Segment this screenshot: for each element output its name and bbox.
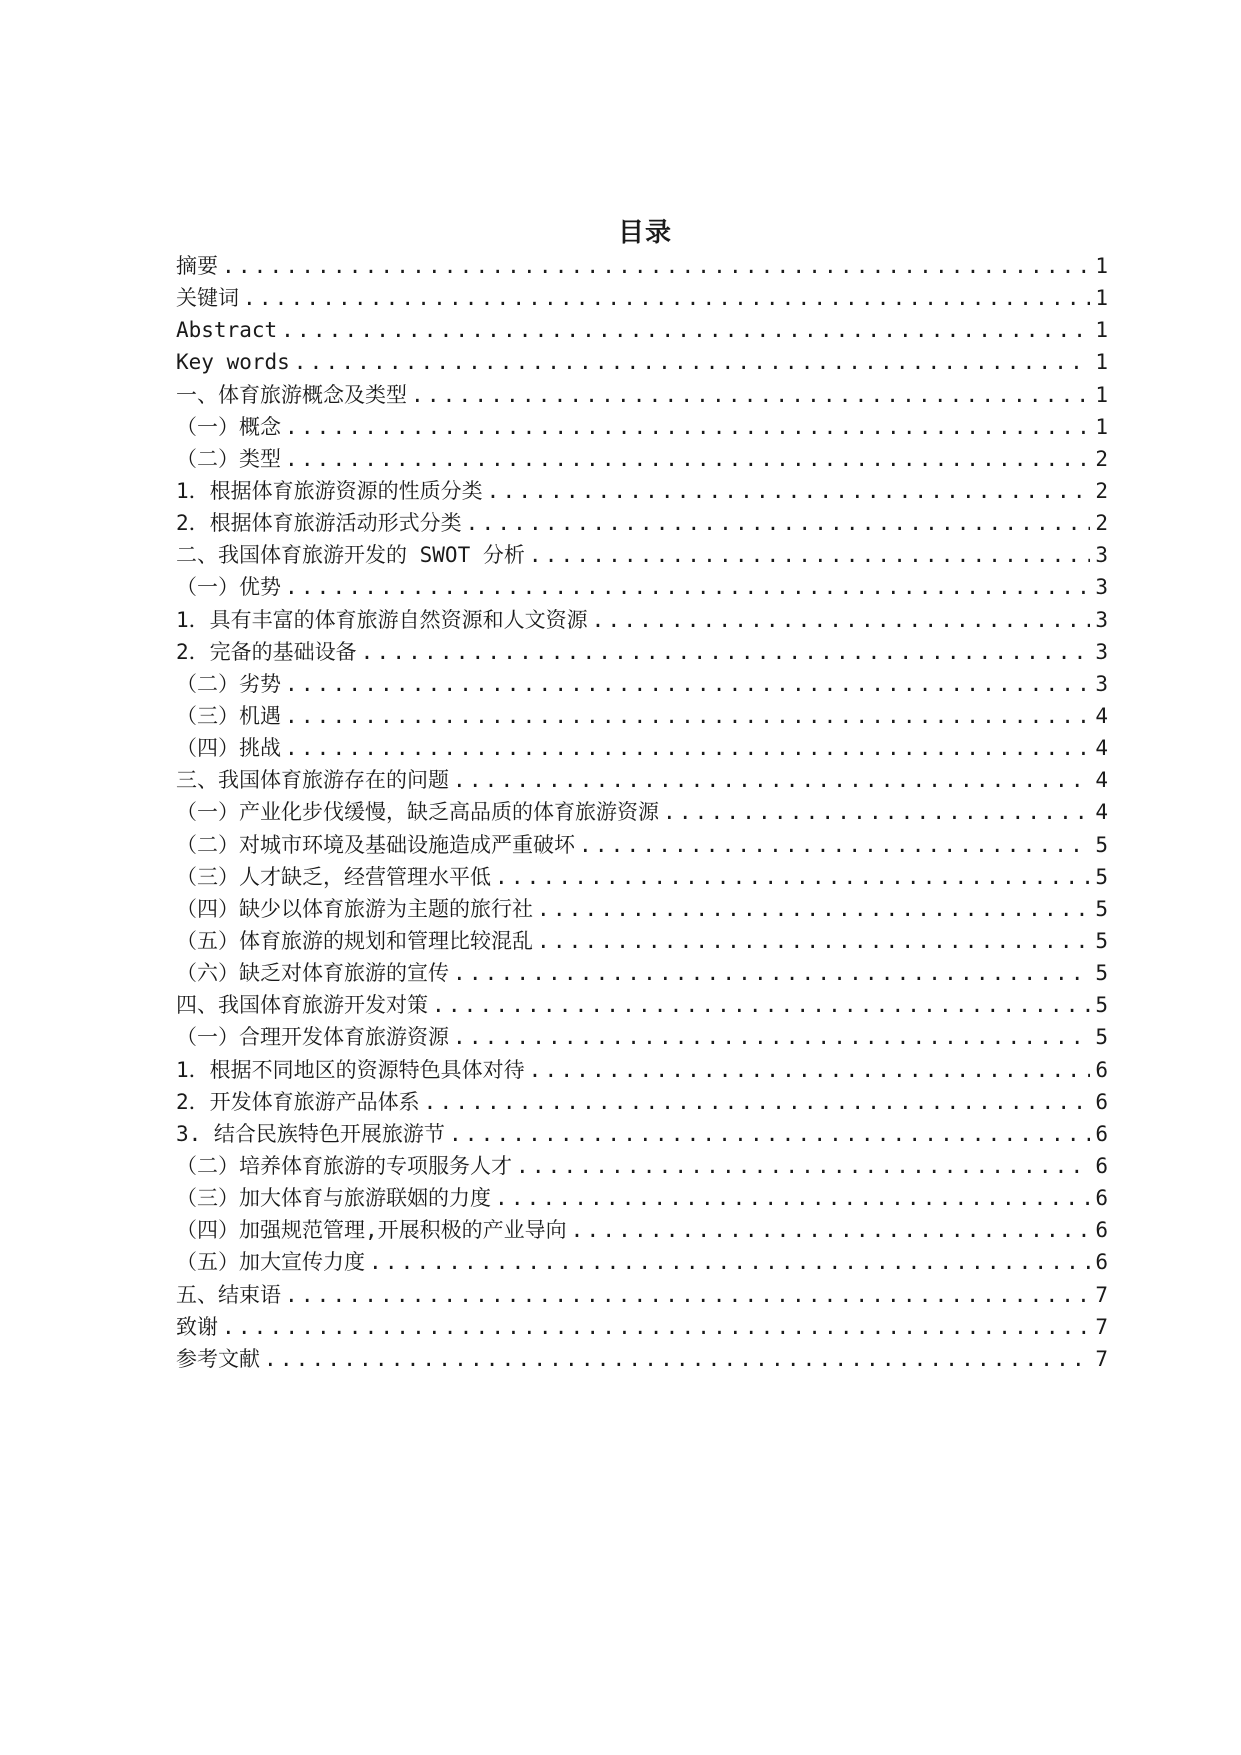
toc-entry[interactable] <box>176 507 1108 539</box>
toc-entry[interactable] <box>176 893 1108 925</box>
toc-entry-page-number: 1 <box>1095 286 1108 311</box>
toc-entry-label: （四）挑战 <box>176 736 281 761</box>
toc-entry-page-number: 3 <box>1095 671 1108 696</box>
toc-entry[interactable] <box>176 1150 1108 1182</box>
toc-entry-page-number: 5 <box>1095 864 1108 889</box>
toc-entry-label: 三、我国体育旅游存在的问题 <box>176 768 449 793</box>
dot-leader <box>516 1150 1090 1182</box>
toc-entry-page-number: 6 <box>1095 1218 1108 1243</box>
toc-entry-label: 2．根据体育旅游活动形式分类 <box>176 511 462 536</box>
toc-entry-label: 一、体育旅游概念及类型 <box>176 382 407 407</box>
toc-entry-page-number: 1 <box>1095 318 1108 343</box>
toc-entry[interactable] <box>176 732 1108 764</box>
dot-leader <box>285 700 1090 732</box>
toc-entry-page-number: 5 <box>1095 928 1108 953</box>
dot-leader <box>285 571 1090 603</box>
toc-entry[interactable] <box>176 668 1108 700</box>
toc-entry[interactable] <box>176 475 1108 507</box>
dot-leader <box>529 1054 1090 1086</box>
toc-entry[interactable] <box>176 1182 1108 1214</box>
toc-entry[interactable] <box>176 282 1108 314</box>
toc-entry[interactable] <box>176 925 1108 957</box>
dot-leader <box>663 796 1090 828</box>
toc-entry[interactable] <box>176 411 1108 443</box>
dot-leader <box>285 443 1090 475</box>
toc-entry-page-number: 3 <box>1095 543 1108 568</box>
toc-entry-page-number: 2 <box>1095 446 1108 471</box>
toc-entry-label: （二）类型 <box>176 446 281 471</box>
toc-entry-page-number: 5 <box>1095 896 1108 921</box>
toc-entry[interactable] <box>176 636 1108 668</box>
toc-entry-page-number: 1 <box>1095 350 1108 375</box>
toc-entry[interactable] <box>176 957 1108 989</box>
toc-entry-label: 关键词 <box>176 286 239 311</box>
toc-entry[interactable] <box>176 989 1108 1021</box>
toc-entry[interactable] <box>176 1086 1108 1118</box>
toc-entry-page-number: 6 <box>1095 1153 1108 1178</box>
dot-leader <box>285 668 1090 700</box>
dot-leader <box>453 1021 1090 1053</box>
toc-entry-label: （二）培养体育旅游的专项服务人才 <box>176 1153 512 1178</box>
dot-leader <box>361 636 1090 668</box>
dot-leader <box>264 1343 1090 1375</box>
dot-leader <box>529 539 1090 571</box>
dot-leader <box>537 925 1090 957</box>
toc-entry[interactable] <box>176 604 1108 636</box>
dot-leader <box>294 346 1090 378</box>
toc-entry-label: 1．根据不同地区的资源特色具体对待 <box>176 1057 525 1082</box>
dot-leader <box>495 861 1090 893</box>
toc-entry[interactable] <box>176 1311 1108 1343</box>
dot-leader <box>424 1086 1090 1118</box>
toc-entry[interactable] <box>176 346 1108 378</box>
dot-leader <box>411 379 1090 411</box>
dot-leader <box>243 282 1090 314</box>
dot-leader <box>281 314 1090 346</box>
toc-entry[interactable] <box>176 1054 1108 1086</box>
toc-entry-page-number: 2 <box>1095 511 1108 536</box>
dot-leader <box>432 989 1090 1021</box>
toc-entry-page-number: 6 <box>1095 1089 1108 1114</box>
toc-entry-page-number: 6 <box>1095 1250 1108 1275</box>
toc-entry[interactable] <box>176 571 1108 603</box>
toc-entry-page-number: 6 <box>1095 1057 1108 1082</box>
dot-leader <box>466 507 1090 539</box>
toc-entry-label: （五）体育旅游的规划和管理比较混乱 <box>176 928 533 953</box>
toc-entry-page-number: 7 <box>1095 1314 1108 1339</box>
toc-entry-label: 摘要 <box>176 254 218 278</box>
toc-entry-page-number: 2 <box>1095 478 1108 503</box>
toc-entry-label: 2．开发体育旅游产品体系 <box>176 1089 420 1114</box>
toc-entry[interactable] <box>176 764 1108 796</box>
dot-leader <box>449 1118 1090 1150</box>
toc-entry-page-number: 5 <box>1095 993 1108 1018</box>
toc-entry-label: 参考文献 <box>176 1346 260 1371</box>
toc-entry-page-number: 4 <box>1095 703 1108 728</box>
toc-entry[interactable] <box>176 379 1108 411</box>
toc-entry-label: （一）产业化步伐缓慢，缺乏高品质的体育旅游资源 <box>176 800 659 825</box>
toc-entry[interactable] <box>176 1214 1108 1246</box>
dot-leader <box>453 764 1090 796</box>
toc-entry[interactable] <box>176 1021 1108 1053</box>
toc-entry-page-number: 3 <box>1095 639 1108 664</box>
toc-entry[interactable] <box>176 1118 1108 1150</box>
dot-leader <box>592 604 1090 636</box>
toc-entry-label: 五、结束语 <box>176 1282 281 1307</box>
toc-entry-page-number: 1 <box>1095 382 1108 407</box>
toc-entry[interactable] <box>176 1246 1108 1278</box>
dot-leader <box>285 1279 1090 1311</box>
toc-entry-label: （五）加大宣传力度 <box>176 1250 365 1275</box>
toc-entry[interactable] <box>176 796 1108 828</box>
toc-entry-page-number: 6 <box>1095 1186 1108 1211</box>
toc-entry-label: 二、我国体育旅游开发的 SWOT 分析 <box>176 543 525 568</box>
toc-entry-page-number: 4 <box>1095 736 1108 761</box>
toc-entry-page-number: 1 <box>1095 254 1108 278</box>
dot-leader <box>487 475 1090 507</box>
toc-entry[interactable] <box>176 539 1108 571</box>
dot-leader <box>285 411 1090 443</box>
dot-leader <box>369 1246 1090 1278</box>
toc-entry[interactable] <box>176 829 1108 861</box>
toc-entry-label: （四）缺少以体育旅游为主题的旅行社 <box>176 896 533 921</box>
toc-entry[interactable] <box>176 443 1108 475</box>
toc-entry-label: （六）缺乏对体育旅游的宣传 <box>176 961 449 986</box>
toc-entry-page-number: 5 <box>1095 1025 1108 1050</box>
toc-entry-label: （二）对城市环境及基础设施造成严重破坏 <box>176 832 575 857</box>
toc-entry-label: （二）劣势 <box>176 671 281 696</box>
toc-entry-page-number: 5 <box>1095 961 1108 986</box>
toc-entry-page-number: 4 <box>1095 800 1108 825</box>
toc-entry-label: 1．根据体育旅游资源的性质分类 <box>176 478 483 503</box>
toc-entry-label: 四、我国体育旅游开发对策 <box>176 993 428 1018</box>
toc-entry-label: 3. 结合民族特色开展旅游节 <box>176 1121 445 1146</box>
toc-entry-label: （一）合理开发体育旅游资源 <box>176 1025 449 1050</box>
toc-entry[interactable] <box>176 1279 1108 1311</box>
toc-entry-label: Abstract <box>176 318 278 343</box>
toc-entry-page-number: 1 <box>1095 414 1108 439</box>
toc-title: 目录 <box>617 218 672 248</box>
toc-entry-page-number: 7 <box>1095 1282 1108 1307</box>
dot-leader <box>579 829 1090 861</box>
toc-entry-label: 致谢 <box>176 1314 218 1339</box>
dot-leader <box>285 732 1090 764</box>
dot-leader <box>495 1182 1090 1214</box>
toc-entry-label: （一）概念 <box>176 414 281 439</box>
toc-entry-label: （四）加强规范管理,开展积极的产业导向 <box>176 1218 567 1243</box>
toc-entry-label: （一）优势 <box>176 575 281 600</box>
toc-entry-page-number: 3 <box>1095 575 1108 600</box>
toc-entry[interactable] <box>176 250 1108 282</box>
dot-leader <box>222 250 1090 282</box>
toc-entry-page-number: 5 <box>1095 832 1108 857</box>
toc-entry[interactable] <box>176 314 1108 346</box>
toc-entry[interactable] <box>176 700 1108 732</box>
toc-entry-page-number: 3 <box>1095 607 1108 632</box>
table-of-contents <box>176 250 1108 1375</box>
toc-entry-label: （三）加大体育与旅游联姻的力度 <box>176 1186 491 1211</box>
toc-entry-page-number: 7 <box>1095 1346 1108 1371</box>
toc-entry-label: 2．完备的基础设备 <box>176 639 357 664</box>
toc-entry[interactable] <box>176 861 1108 893</box>
toc-entry-label: Key words <box>176 350 290 375</box>
toc-entry-page-number: 6 <box>1095 1121 1108 1146</box>
toc-entry-label: （三）人才缺乏，经营管理水平低 <box>176 864 491 889</box>
toc-entry-label: （三）机遇 <box>176 703 281 728</box>
dot-leader <box>453 957 1090 989</box>
toc-entry-label: 1．具有丰富的体育旅游自然资源和人文资源 <box>176 607 588 632</box>
toc-entry-page-number: 4 <box>1095 768 1108 793</box>
toc-entry[interactable] <box>176 1343 1108 1375</box>
dot-leader <box>537 893 1090 925</box>
dot-leader <box>571 1214 1090 1246</box>
dot-leader <box>222 1311 1090 1343</box>
